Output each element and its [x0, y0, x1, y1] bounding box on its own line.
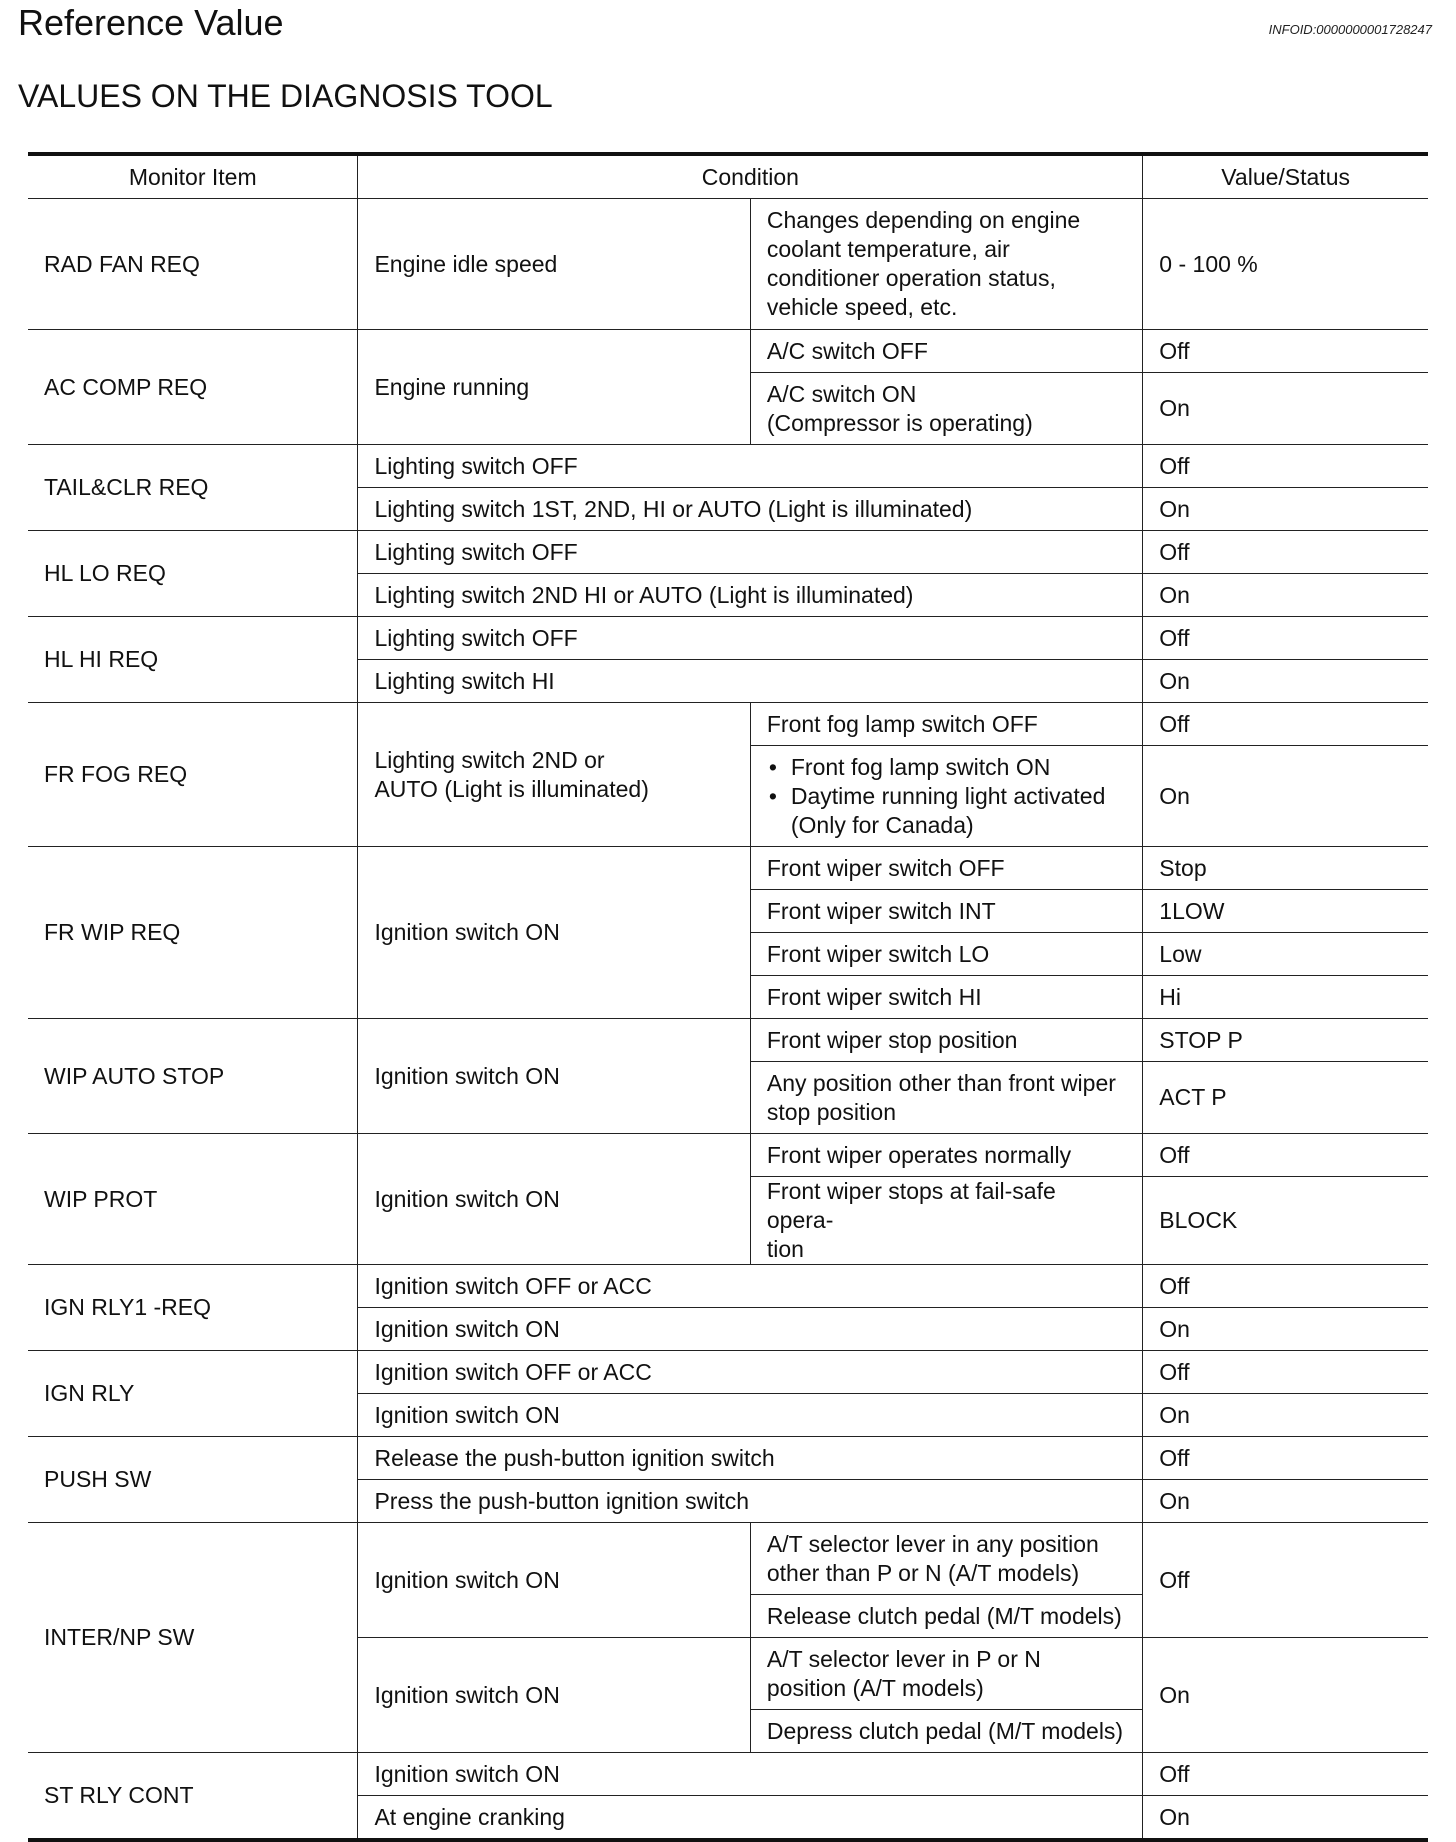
column-header-value-status: Value/Status [1143, 154, 1428, 199]
table-header-row [28, 154, 1428, 199]
condition: Lighting switch HI [358, 660, 1143, 703]
monitor-item: WIP PROT [28, 1134, 358, 1265]
monitor-item: AC COMP REQ [28, 330, 358, 445]
sub-condition: Any position other than front wiper stop position [750, 1062, 1142, 1134]
sub-condition: Release clutch pedal (M/T models) [750, 1595, 1142, 1638]
condition: Ignition switch ON [358, 1523, 750, 1638]
condition [358, 703, 750, 847]
value-status: On [1143, 1308, 1428, 1351]
sub-condition: Depress clutch pedal (M/T models) [750, 1710, 1142, 1753]
value-status: Off [1143, 1753, 1428, 1796]
column-header-condition: Condition [358, 154, 1143, 199]
value-status: On [1143, 1796, 1428, 1841]
bullet-glyph: • [768, 753, 777, 780]
sub-condition: A/T selector lever in any position other than P or N (A/T models) [750, 1523, 1142, 1595]
table-row [28, 330, 1428, 373]
condition: Ignition switch ON [358, 1019, 750, 1134]
condition: Ignition switch ON [358, 1308, 1143, 1351]
condition-line: Lighting switch 2ND or [374, 746, 605, 773]
condition: Lighting switch 2ND HI or AUTO (Light is illuminated) [358, 574, 1143, 617]
monitor-item: PUSH SW [28, 1437, 358, 1523]
value-status: 1LOW [1143, 890, 1428, 933]
condition: Release the push-button ignition switch [358, 1437, 1143, 1480]
sub-condition [750, 373, 1142, 445]
sub-condition-line: (Compressor is operating) [766, 409, 1033, 436]
table-row [28, 847, 1428, 890]
value-status: Off [1143, 1134, 1428, 1177]
value-status: On [1143, 1394, 1428, 1437]
condition: Ignition switch ON [358, 847, 750, 1019]
sub-condition: A/T selector lever in P or N position (A/T models) [750, 1638, 1142, 1710]
value-status: 0 - 100 % [1143, 199, 1428, 330]
bullet-item [767, 782, 1126, 840]
value-status: Low [1143, 933, 1428, 976]
monitor-item: HL LO REQ [28, 531, 358, 617]
value-status: Off [1143, 445, 1428, 488]
table-row [28, 1134, 1428, 1177]
value-status: Off [1143, 1351, 1428, 1394]
value-status: Hi [1143, 976, 1428, 1019]
page-title: Reference Value [18, 2, 284, 43]
condition: Lighting switch OFF [358, 617, 1143, 660]
value-status: Off [1143, 330, 1428, 373]
column-header-monitor-item: Monitor Item [28, 154, 358, 199]
reference-value-table [28, 152, 1428, 1842]
info-id: INFOID:0000000001728247 [1268, 22, 1432, 37]
table-row [28, 1019, 1428, 1062]
condition: Ignition switch ON [358, 1753, 1143, 1796]
value-status: Off [1143, 1523, 1428, 1638]
table-row [28, 199, 1428, 330]
monitor-item: IGN RLY [28, 1351, 358, 1437]
bullet-text: Front fog lamp switch ON [790, 753, 1051, 780]
value-status: ACT P [1143, 1062, 1428, 1134]
sub-condition [750, 1177, 1142, 1265]
sub-condition-line: tion [766, 1236, 804, 1262]
monitor-item: INTER/NP SW [28, 1523, 358, 1753]
condition: Lighting switch 1ST, 2ND, HI or AUTO (Light is illuminated) [358, 488, 1143, 531]
value-status: On [1143, 660, 1428, 703]
condition-line: AUTO (Light is illuminated) [374, 775, 649, 802]
condition: Press the push-button ignition switch [358, 1480, 1143, 1523]
sub-condition: Front wiper switch HI [750, 976, 1142, 1019]
monitor-item: TAIL&CLR REQ [28, 445, 358, 531]
condition: Ignition switch ON [358, 1394, 1143, 1437]
table-row [28, 531, 1428, 574]
monitor-item: FR WIP REQ [28, 847, 358, 1019]
table-row [28, 1265, 1428, 1308]
sub-condition-bullets [750, 746, 1142, 847]
condition: Ignition switch OFF or ACC [358, 1265, 1143, 1308]
value-status: On [1143, 1480, 1428, 1523]
sub-condition-line: Front wiper stops at fail-safe opera- [766, 1178, 1056, 1233]
sub-condition: Front wiper switch OFF [750, 847, 1142, 890]
bullet-text: Daytime running light activated (Only for Canada) [790, 782, 1106, 838]
condition: Lighting switch OFF [358, 531, 1143, 574]
condition: Ignition switch OFF or ACC [358, 1351, 1143, 1394]
value-status: On [1143, 488, 1428, 531]
value-status: On [1143, 1638, 1428, 1753]
bullet-item [767, 753, 1126, 782]
table-row [28, 445, 1428, 488]
sub-condition: Front wiper switch INT [750, 890, 1142, 933]
value-status: BLOCK [1143, 1177, 1428, 1265]
table-row [28, 617, 1428, 660]
sub-condition: Front wiper operates normally [750, 1134, 1142, 1177]
monitor-item: RAD FAN REQ [28, 199, 358, 330]
sub-condition: Front wiper switch LO [750, 933, 1142, 976]
condition: At engine cranking [358, 1796, 1143, 1841]
table-row [28, 703, 1428, 746]
sub-condition: Front fog lamp switch OFF [750, 703, 1142, 746]
table-row [28, 1523, 1428, 1595]
value-status: Off [1143, 531, 1428, 574]
monitor-item: FR FOG REQ [28, 703, 358, 847]
value-status: Off [1143, 703, 1428, 746]
condition: Engine running [358, 330, 750, 445]
sub-condition: Changes depending on engine coolant temperature, air conditioner operation status, vehicle speed, etc. [750, 199, 1142, 330]
condition: Engine idle speed [358, 199, 750, 330]
sub-condition: Front wiper stop position [750, 1019, 1142, 1062]
value-status: Off [1143, 1437, 1428, 1480]
sub-condition-line: A/C switch ON [766, 380, 917, 407]
monitor-item: HL HI REQ [28, 617, 358, 703]
condition: Ignition switch ON [358, 1638, 750, 1753]
section-title: VALUES ON THE DIAGNOSIS TOOL [18, 78, 553, 114]
value-status: STOP P [1143, 1019, 1428, 1062]
condition: Ignition switch ON [358, 1134, 750, 1265]
value-status: On [1143, 746, 1428, 847]
monitor-item: WIP AUTO STOP [28, 1019, 358, 1134]
monitor-item: IGN RLY1 -REQ [28, 1265, 358, 1351]
sub-condition: A/C switch OFF [750, 330, 1142, 373]
table-row [28, 1437, 1428, 1480]
value-status: On [1143, 574, 1428, 617]
monitor-item: ST RLY CONT [28, 1753, 358, 1841]
value-status: Off [1143, 617, 1428, 660]
value-status: Off [1143, 1265, 1428, 1308]
value-status: On [1143, 373, 1428, 445]
value-status: Stop [1143, 847, 1428, 890]
table-row [28, 1753, 1428, 1796]
condition: Lighting switch OFF [358, 445, 1143, 488]
bullet-glyph: • [768, 782, 777, 809]
table-row [28, 1351, 1428, 1394]
